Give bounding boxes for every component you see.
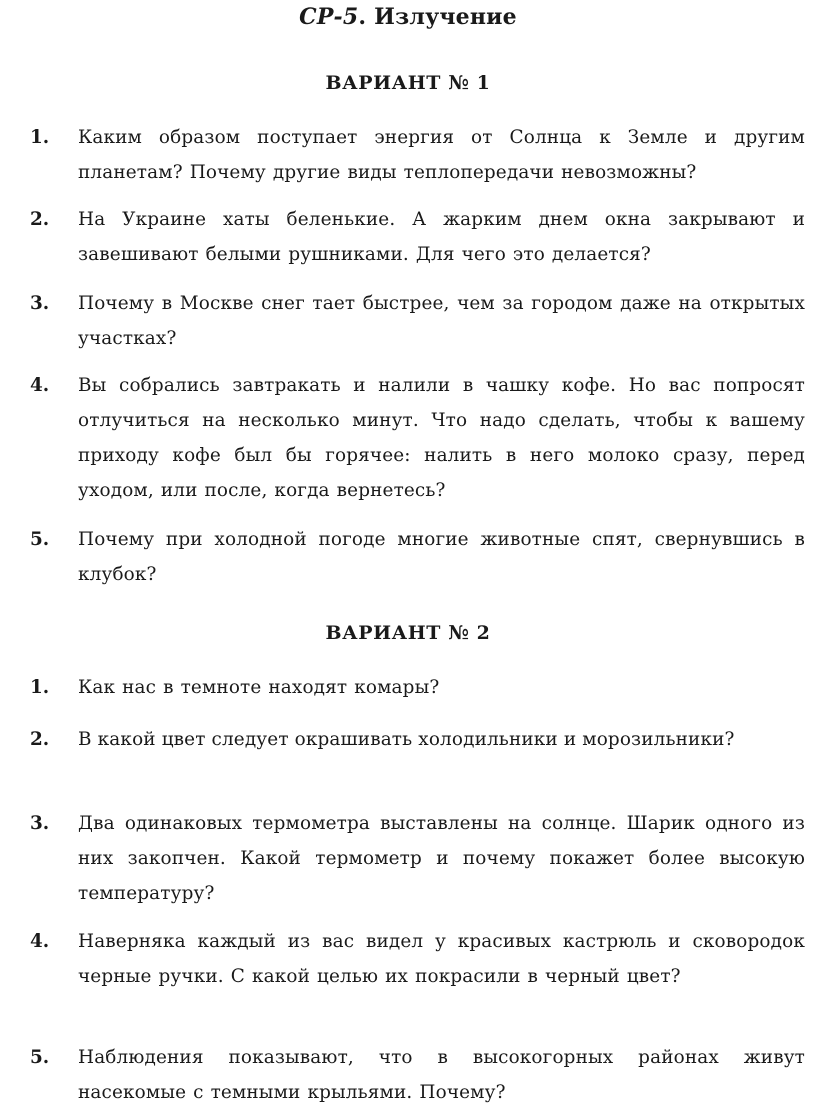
page-title xyxy=(0,4,816,30)
question-number: 5. xyxy=(30,529,50,550)
question-number: 1. xyxy=(30,677,50,698)
title-text: Излучение xyxy=(374,4,517,30)
question-text: Каким образом поступает энергия от Солнца к Земле и другим планетам? Почему другие виды теплопередачи невозможны? xyxy=(78,127,805,183)
question-text: Наверняка каждый из вас видел у красивых кастрюль и сковородок черные ручки. С какой целью их покрасили в черный цвет? xyxy=(78,931,805,987)
question-number: 2. xyxy=(30,209,50,230)
question-number: 3. xyxy=(30,813,50,834)
question-number: 4. xyxy=(30,375,50,396)
title-code: СР-5 xyxy=(299,4,359,30)
variant-1-question-5 xyxy=(30,522,805,592)
variant-2-question-2 xyxy=(30,722,805,757)
variant-2-question-3 xyxy=(30,806,805,911)
question-text: Как нас в темноте находят комары? xyxy=(78,677,440,698)
variant-2-question-1 xyxy=(30,670,805,705)
variant-1-question-1 xyxy=(30,120,805,190)
variant-1-heading: ВАРИАНТ № 1 xyxy=(325,72,491,94)
question-number: 4. xyxy=(30,931,50,952)
question-text: В какой цвет следует окрашивать холодильники и морозильники? xyxy=(78,729,735,750)
question-text: Почему при холодной погоде многие животные спят, свернувшись в клубок? xyxy=(78,529,805,585)
question-number: 3. xyxy=(30,293,50,314)
title-separator: . xyxy=(358,4,375,30)
question-number: 2. xyxy=(30,729,50,750)
question-text: Наблюдения показывают, что в высокогорных районах живут насекомые с темными крыльями. Почему? xyxy=(78,1047,805,1103)
variant-2-question-5 xyxy=(30,1040,805,1110)
question-number: 5. xyxy=(30,1047,50,1068)
question-number: 1. xyxy=(30,127,50,148)
question-text: На Украине хаты беленькие. А жарким днем окна закрывают и завешивают белыми рушниками. Для чего это делается? xyxy=(78,209,805,265)
question-text: Два одинаковых термометра выставлены на солнце. Шарик одного из них закопчен. Какой термометр и почему покажет более высокую температуру? xyxy=(78,813,805,904)
question-text: Почему в Москве снег тает быстрее, чем за городом даже на открытых участках? xyxy=(78,293,805,349)
question-text: Вы собрались завтракать и налили в чашку кофе. Но вас попросят отлучиться на несколько минут. Что надо сделать, чтобы к вашему приходу кофе был бы горячее: налить в него молоко сразу, перед уходом, или после, когда вернетесь? xyxy=(78,375,805,501)
variant-1-question-4 xyxy=(30,368,805,508)
variant-1-question-3 xyxy=(30,286,805,356)
variant-2-heading: ВАРИАНТ № 2 xyxy=(325,622,491,644)
variant-2-question-4 xyxy=(30,924,805,994)
variant-1-question-2 xyxy=(30,202,805,272)
